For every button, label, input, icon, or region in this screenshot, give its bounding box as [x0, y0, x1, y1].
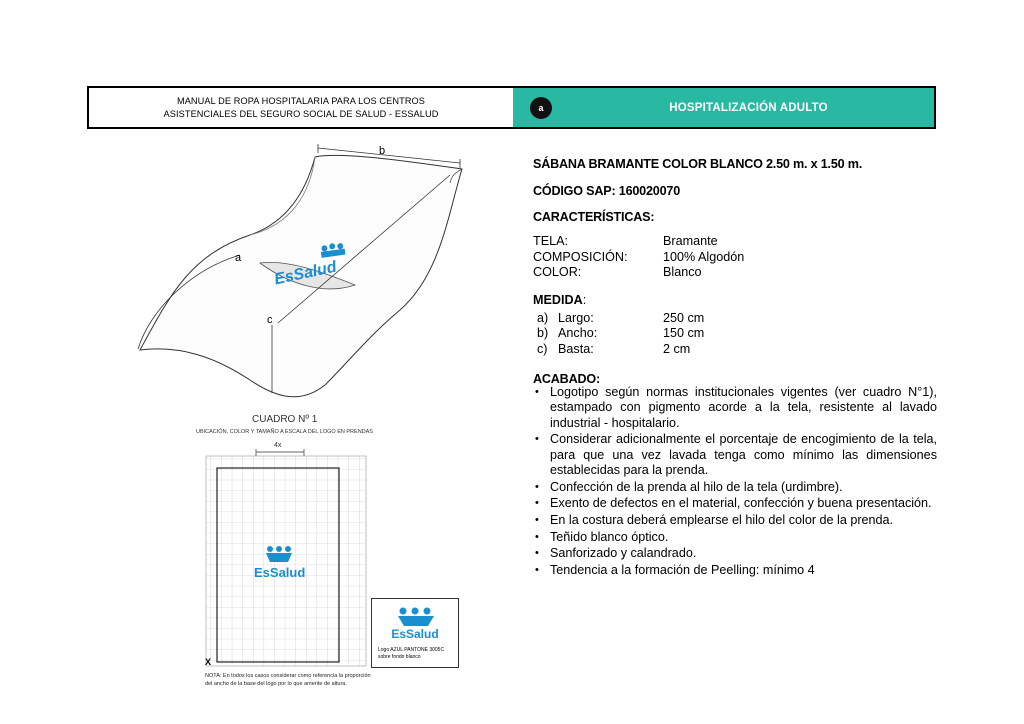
finish-item: • Sanforizado y calandrado.	[533, 546, 937, 561]
measures-heading-colon: :	[582, 293, 587, 307]
characteristic-value-color: Blanco	[663, 265, 702, 279]
cuadro-note-line1: NOTA: En todos los casos considerar como referencia la proporción	[205, 673, 371, 679]
measures-heading-text: MEDIDA	[533, 293, 583, 307]
product-title: SÁBANA BRAMANTE COLOR BLANCO 2.50 m. x 1.50 m.	[533, 157, 863, 171]
finish-item: • Logotipo según normas institucionales vigentes (ver cuadro N°1), estampado con pigmento acorde a la tela, resistente al lavado industrial - hospitalario.	[533, 385, 937, 431]
cuadro-dim-label: 4x	[274, 442, 282, 449]
cuadro-title: CUADRO Nº 1	[252, 414, 318, 425]
section-banner	[513, 88, 934, 127]
measure-value-largo: 250 cm	[663, 311, 705, 325]
document-header	[87, 86, 936, 129]
characteristic-label-composicion: COMPOSICIÓN:	[533, 250, 628, 264]
characteristic-label-color: COLOR:	[533, 265, 582, 279]
section-title: HOSPITALIZACIÓN ADULTO	[669, 101, 828, 114]
measures-heading	[533, 293, 586, 307]
dimension-b-label: b	[379, 145, 386, 157]
characteristic-value-tela: Bramante	[663, 234, 718, 248]
product-code: CÓDIGO SAP: 160020070	[533, 184, 680, 198]
cuadro-subtitle: UBICACIÓN, COLOR Y TAMAÑO A ESCALA DEL LOGO EN PRENDAS	[196, 429, 373, 435]
characteristic-label-tela: TELA:	[533, 234, 568, 248]
measure-value-ancho: 150 cm	[663, 326, 705, 340]
dimension-a-label: a	[235, 252, 242, 264]
finish-list	[533, 385, 937, 579]
measure-label-ancho: Ancho:	[558, 326, 598, 340]
reference-logo-icon	[394, 607, 438, 627]
finish-item: • Confección de la prenda al hilo de la tela (urdimbre).	[533, 480, 937, 495]
cuadro-logo-figures	[266, 546, 292, 562]
dimension-c-label: c	[267, 314, 273, 326]
finish-item: • Exento de defectos en el material, confección y buena presentación.	[533, 496, 937, 511]
section-badge: a	[530, 97, 552, 119]
reference-note-line2: sobre fondo blanco	[378, 654, 421, 660]
finish-item: • Teñido blanco óptico.	[533, 530, 937, 545]
characteristic-value-composicion: 100% Algodón	[663, 250, 745, 264]
cuadro-grid	[200, 448, 370, 670]
measure-value-basta: 2 cm	[663, 342, 691, 356]
reference-note-line1: Logo AZUL PANTONE 3005C	[378, 647, 445, 653]
logo-reference-box	[371, 598, 459, 668]
measure-label-basta: Basta:	[558, 342, 594, 356]
manual-title-line1: MANUAL DE ROPA HOSPITALARIA PARA LOS CENTROS	[176, 95, 426, 106]
reference-logo-text: EsSalud	[391, 627, 439, 641]
finish-item: • Considerar adicionalmente el porcentaje de encogimiento de la tela, para que una vez lavada tenga como mínimo las dimensiones establecidas para la prenda.	[533, 432, 937, 478]
sheet-logo-text: EsSalud	[272, 258, 339, 289]
cuadro-x-label: X	[205, 657, 212, 667]
measure-key-c: c)	[537, 342, 548, 356]
finish-item: • Tendencia a la formación de Peelling: mínimo 4	[533, 563, 937, 578]
measure-key-a: a)	[537, 311, 549, 325]
cuadro-logo-text: EsSalud	[254, 565, 306, 580]
characteristics-heading: CARACTERÍSTICAS:	[533, 210, 655, 224]
measure-key-b: b)	[537, 326, 549, 340]
measure-label-largo: Largo:	[558, 311, 594, 325]
manual-title	[89, 88, 513, 127]
finish-item: • En la costura deberá emplearse el hilo del color de la prenda.	[533, 513, 937, 528]
finish-heading: ACABADO:	[533, 372, 600, 386]
cuadro-note-line2: del ancho de la base del logo por lo que amerite de altura.	[205, 681, 347, 687]
manual-title-line2: ASISTENCIALES DEL SEGURO SOCIAL DE SALUD - ESSALUD	[163, 108, 439, 119]
